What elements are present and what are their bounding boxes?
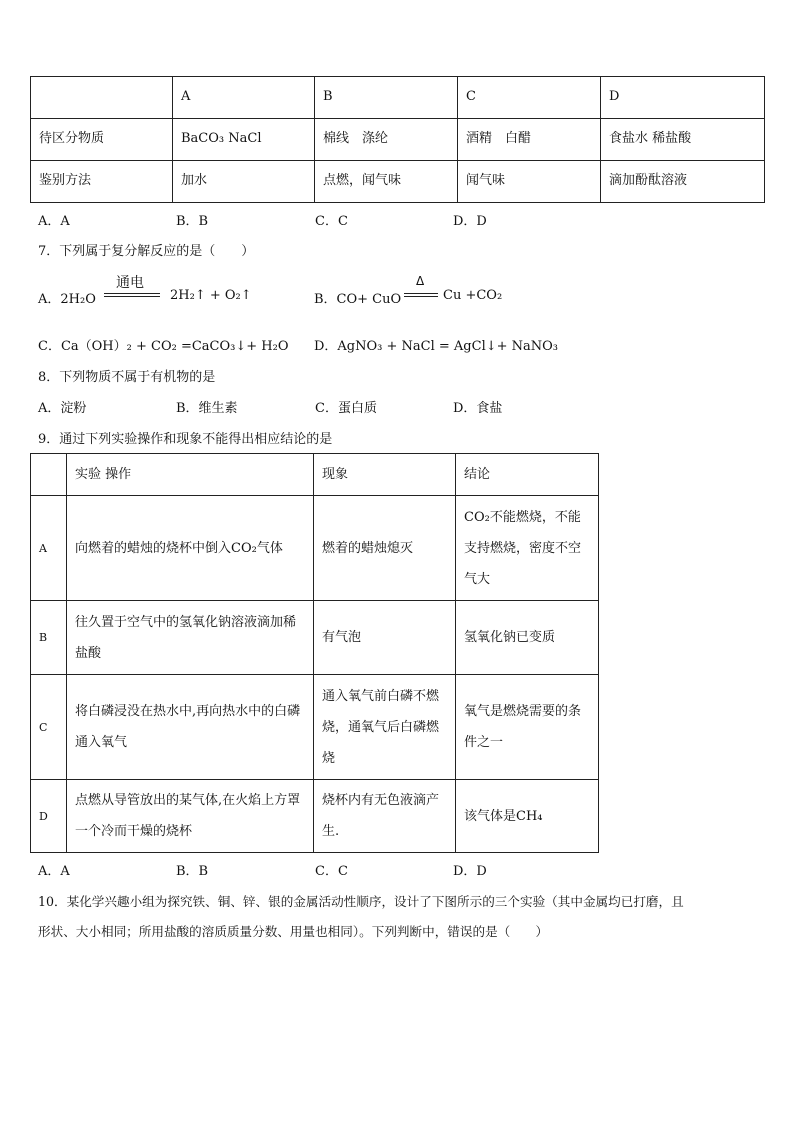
- q8-option-b: B．维生素: [176, 401, 238, 416]
- table-cell: 将白磷浸没在热水中,再向热水中的白磷通入氧气: [67, 675, 314, 780]
- table-header-row: [31, 77, 765, 119]
- q7-option-b-product: Cu +CO₂: [443, 288, 503, 303]
- table-cell: 结论: [456, 454, 599, 496]
- q7-option-d: D．AgNO₃ + NaCl = AgCl↓+ NaNO₃: [314, 339, 559, 354]
- q7-option-b-reactant: B．CO+ CuO: [314, 292, 402, 307]
- q9-option-c: C．C: [315, 864, 348, 879]
- table-cell: 食盐水 稀盐酸: [601, 119, 765, 161]
- table-cell: 鉴别方法: [31, 161, 173, 203]
- q9-stem: 9．通过下列实验操作和现象不能得出相应结论的是: [38, 432, 333, 447]
- q8-option-c: C．蛋白质: [315, 401, 377, 416]
- table-cell: 现象: [314, 454, 456, 496]
- identification-table: [30, 76, 765, 203]
- table-cell: A: [173, 77, 315, 119]
- table-cell: 烧杯内有无色液滴产生.: [314, 780, 456, 853]
- q9-option-b: B．B: [176, 864, 209, 879]
- q10-stem-line1: 10．某化学兴趣小组为探究铁、铜、锌、银的金属活动性顺序，设计了下图所示的三个实验（其中金属均已打磨，且: [38, 894, 684, 909]
- table-cell: C: [31, 675, 67, 780]
- table-cell: 有气泡: [314, 601, 456, 675]
- table-row: [31, 601, 599, 675]
- table-cell: 点燃，闻气味: [315, 161, 458, 203]
- table-cell: 通入氧气前白磷不燃烧，通氧气后白磷燃烧: [314, 675, 456, 780]
- table-header-row: [31, 454, 599, 496]
- table-cell: 棉线 涤纶: [315, 119, 458, 161]
- table-cell: 滴加酚酞溶液: [601, 161, 765, 203]
- table-row: [31, 119, 765, 161]
- table-cell: 向燃着的蜡烛的烧杯中倒入CO₂气体: [67, 496, 314, 601]
- q9-option-d: D．D: [453, 864, 487, 879]
- table-cell: [31, 454, 67, 496]
- q6-option-a: A．A: [38, 214, 70, 229]
- q10-stem-line2: 形状、大小相同；所用盐酸的溶质质量分数、用量也相同）。下列判断中，错误的是（ ）: [38, 924, 549, 939]
- table-cell: CO₂不能燃烧，不能支持燃烧，密度不空气大: [456, 496, 599, 601]
- table-cell: 氢氧化钠已变质: [456, 601, 599, 675]
- table-cell: 氧气是燃烧需要的条件之一: [456, 675, 599, 780]
- table-cell: 该气体是CH₄: [456, 780, 599, 853]
- table-cell: 点燃从导管放出的某气体,在火焰上方罩一个冷而干燥的烧杯: [67, 780, 314, 853]
- q7-option-b-condition: Δ: [416, 274, 425, 288]
- q9-option-a: A．A: [38, 864, 70, 879]
- q8-option-a: A．淀粉: [38, 401, 87, 416]
- q8-option-d: D．食盐: [453, 401, 503, 416]
- q7-option-a-condition: 通电: [116, 275, 144, 291]
- q7-option-a-equals: [104, 293, 160, 297]
- q6-option-d: D．D: [453, 214, 487, 229]
- table-cell: 闻气味: [458, 161, 601, 203]
- q7-option-a-reactant: A．2H₂O: [38, 292, 96, 307]
- table-row: [31, 496, 599, 601]
- table-cell: 酒精 白醋: [458, 119, 601, 161]
- table-cell: 加水: [173, 161, 315, 203]
- q8-stem: 8．下列物质不属于有机物的是: [38, 370, 216, 385]
- q7-option-a-product: 2H₂↑ + O₂↑: [170, 288, 252, 303]
- table-cell: [31, 77, 173, 119]
- q6-option-c: C．C: [315, 214, 348, 229]
- table-cell: B: [31, 601, 67, 675]
- table-cell: 往久置于空气中的氢氧化钠溶液滴加稀盐酸: [67, 601, 314, 675]
- table-cell: 实验 操作: [67, 454, 314, 496]
- table-cell: BaCO₃ NaCl: [173, 119, 315, 161]
- table-cell: C: [458, 77, 601, 119]
- table-cell: D: [31, 780, 67, 853]
- table-cell: D: [601, 77, 765, 119]
- table-cell: B: [315, 77, 458, 119]
- table-cell: 待区分物质: [31, 119, 173, 161]
- q7-option-b-equals: [404, 293, 438, 297]
- table-cell: 燃着的蜡烛熄灭: [314, 496, 456, 601]
- experiment-table: [30, 453, 599, 853]
- table-cell: A: [31, 496, 67, 601]
- q7-option-c: C．Ca（OH）₂ + CO₂ =CaCO₃↓+ H₂O: [38, 339, 289, 354]
- table-row: [31, 780, 599, 853]
- table-row: [31, 675, 599, 780]
- q7-stem: 7．下列属于复分解反应的是（ ）: [38, 244, 255, 259]
- table-row: [31, 161, 765, 203]
- q6-option-b: B．B: [176, 214, 209, 229]
